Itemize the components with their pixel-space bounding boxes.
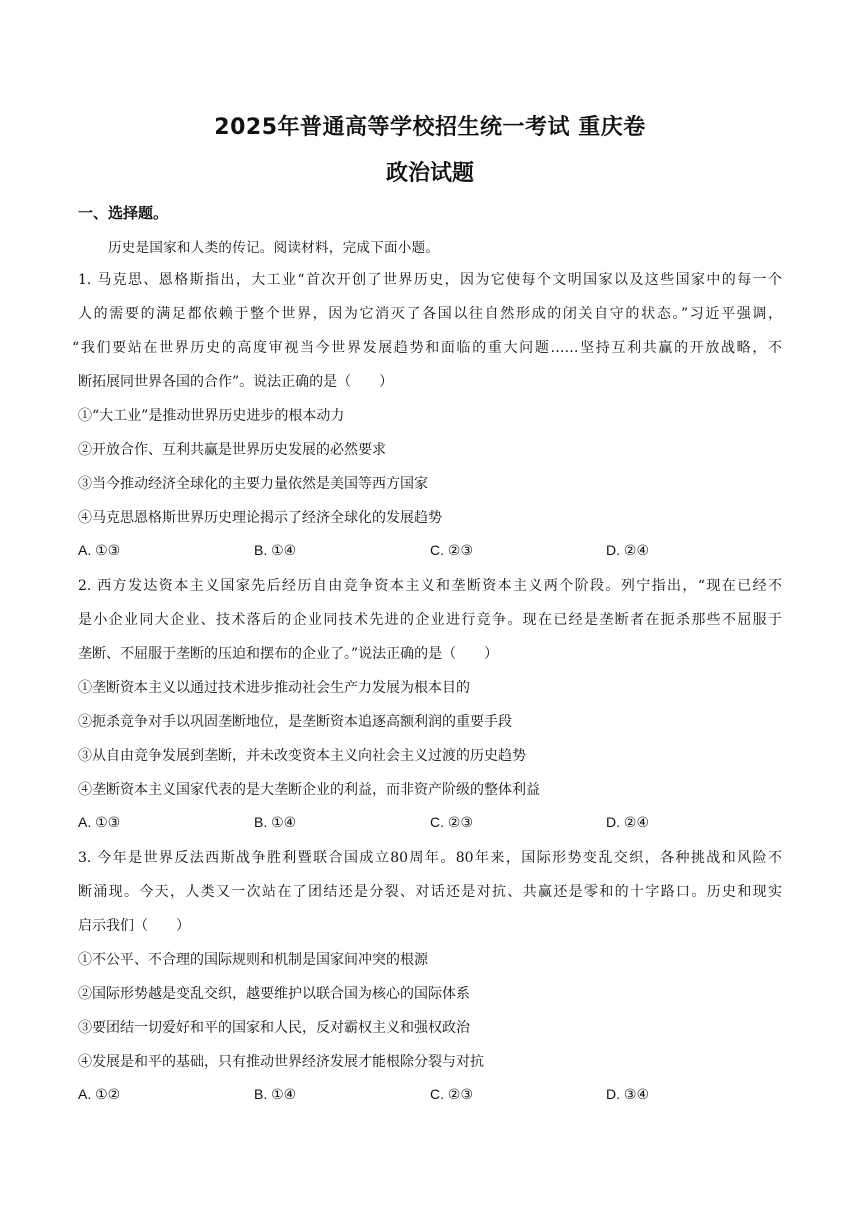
q2-option-b[interactable]: B. ①④ — [254, 814, 297, 830]
q3-option-a[interactable]: A. ①② — [78, 1086, 121, 1102]
q1-option-b[interactable]: B. ①④ — [254, 542, 297, 558]
q2-stem-line-2: 是小企业同大企业、技术落后的企业同技术先进的企业进行竞争。现在已经是垄断者在扼杀那些不屈服于 — [78, 612, 782, 628]
q3-option-c[interactable]: C. ②③ — [430, 1086, 473, 1102]
q3-item-4: ④发展是和平的基础，只有推动世界经济发展才能根除分裂与对抗 — [78, 1054, 484, 1070]
q3-stem-line-2: 断涌现。今天，人类又一次站在了团结还是分裂、对话还是对抗、共赢还是零和的十字路口。历史和现实 — [78, 884, 782, 900]
q1-item-3: ③当今推动经济全球化的主要力量依然是美国等西方国家 — [78, 476, 428, 492]
exam-title: 2025年普通高等学校招生统一考试 重庆卷 — [214, 115, 646, 140]
q3-stem-line-3: 启示我们（ ） — [78, 918, 190, 934]
q1-option-d[interactable]: D. ②④ — [606, 542, 649, 558]
q2-item-1: ①垄断资本主义以通过技术进步推动社会生产力发展为根本目的 — [78, 680, 470, 696]
q1-item-1: ①“大工业”是推动世界历史进步的根本动力 — [78, 408, 345, 424]
intro-text: 历史是国家和人类的传记。阅读材料，完成下面小题。 — [108, 240, 440, 256]
q1-item-2: ②开放合作、互利共赢是世界历史发展的必然要求 — [78, 442, 386, 458]
q1-item-4: ④马克思恩格斯世界历史理论揭示了经济全球化的发展趋势 — [78, 510, 442, 526]
q3-item-1: ①不公平、不合理的国际规则和机制是国家间冲突的根源 — [78, 952, 428, 968]
q2-item-2: ②扼杀竞争对手以巩固垄断地位，是垄断资本追逐高额利润的重要手段 — [78, 714, 512, 730]
q3-item-2: ②国际形势越是变乱交织，越要维护以联合国为核心的国际体系 — [78, 986, 470, 1002]
section-heading: 一、选择题。 — [78, 204, 169, 222]
q3-stem-line-1: 3. 今年是世界反法西斯战争胜利暨联合国成立80周年。80年来，国际形势变乱交织，各种挑战和风险不 — [78, 850, 782, 866]
q3-option-d[interactable]: D. ③④ — [606, 1086, 649, 1102]
exam-subtitle: 政治试题 — [385, 161, 474, 186]
q2-option-c[interactable]: C. ②③ — [430, 814, 473, 830]
q2-item-4: ④垄断资本主义国家代表的是大垄断企业的利益，而非资产阶级的整体利益 — [78, 782, 540, 798]
q1-stem-line-1: 1. 马克思、恩格斯指出，大工业“首次开创了世界历史，因为它使每个文明国家以及这些国家中的每一个 — [78, 272, 782, 288]
q2-option-d[interactable]: D. ②④ — [606, 814, 649, 830]
q1-option-a[interactable]: A. ①③ — [78, 542, 121, 558]
q3-option-b[interactable]: B. ①④ — [254, 1086, 297, 1102]
q2-item-3: ③从自由竞争发展到垄断，并未改变资本主义向社会主义过渡的历史趋势 — [78, 748, 526, 764]
q1-option-c[interactable]: C. ②③ — [430, 542, 473, 558]
q1-stem-line-3: “我们要站在世界历史的高度审视当今世界发展趋势和面临的重大问题……坚持互利共赢的开放战略，不 — [72, 340, 782, 356]
q3-item-3: ③要团结一切爱好和平的国家和人民，反对霸权主义和强权政治 — [78, 1020, 470, 1036]
q2-option-a[interactable]: A. ①③ — [78, 814, 121, 830]
q1-stem-line-4: 断拓展同世界各国的合作”。说法正确的是（ ） — [78, 374, 394, 390]
q2-stem-line-1: 2. 西方发达资本主义国家先后经历自由竞争资本主义和垄断资本主义两个阶段。列宁指出，“现在已经不 — [78, 578, 782, 594]
q2-stem-line-3: 垄断、不屈服于垄断的压迫和摆布的企业了。”说法正确的是（ ） — [78, 646, 499, 662]
q1-stem-line-2: 人的需要的满足都依赖于整个世界，因为它消灭了各国以往自然形成的闭关自守的状态。”习近平强调， — [78, 306, 782, 322]
